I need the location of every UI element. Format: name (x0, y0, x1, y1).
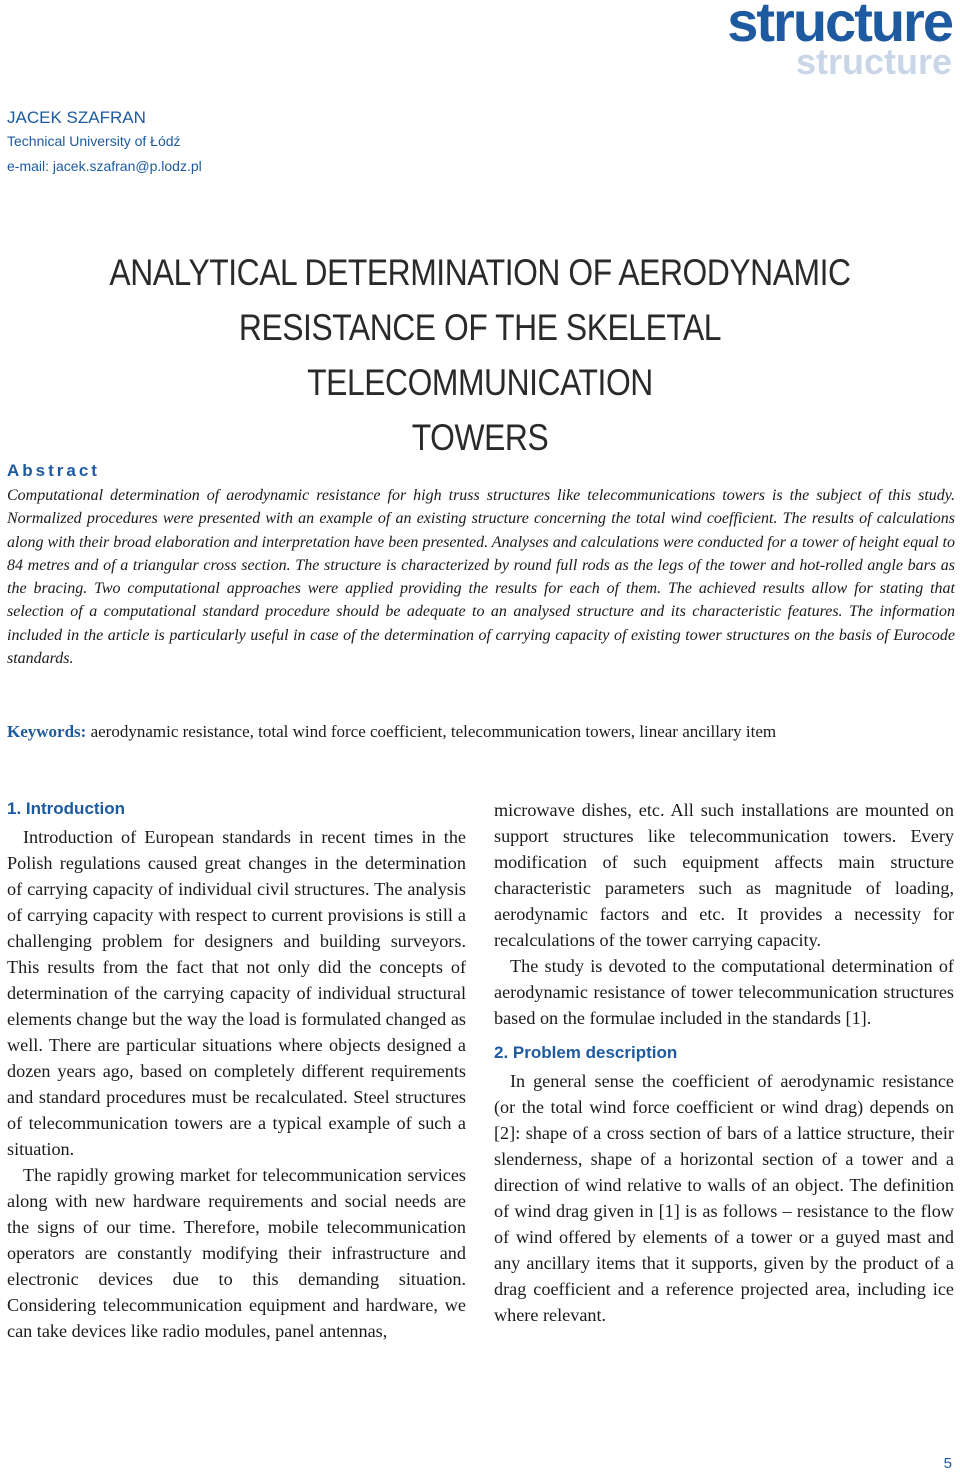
keywords (7, 720, 955, 744)
intro-paragraph-3: The study is devoted to the computational determination of aerodynamic resistance of tower telecommunication structures based on the formulae included in the standards [1]. (494, 956, 954, 1028)
problem-paragraph-1: In general sense the coefficient of aerodynamic resistance (or the total wind force coefficient or wind drag) depends on [2]: shape of a cross section of bars of a lattice structure, their slenderness, shape of a horizontal section of a tower and a direction of wind relative to walls of an object. The definition of wind drag given in [1] is as follows – resistance to the flow of wind offered by elements of a tower or a guyed mast and any ancillary items that it supports, given by the product of a drag coefficient and a reference projected area, including ice where relevant. (494, 1071, 954, 1325)
keywords-text: aerodynamic resistance, total wind force coefficient, telecommunication towers, linear ancillary item (86, 722, 777, 741)
author-affiliation: Technical University of Łódź (7, 133, 181, 149)
intro-paragraph-2: The rapidly growing market for telecommunication services along with new hardware requirements and social needs are the signs of our time. Therefore, mobile telecommunication operators are constantly modifying their infrastructure and electronic devices due to this demanding situation. Considering telecommunication equipment and hardware, we can take devices like radio modules, panel antennas, (7, 1165, 466, 1341)
journal-logo-text: structure (727, 0, 952, 53)
journal-logo-shadow: structure (795, 41, 952, 82)
journal-logo (686, 0, 956, 95)
keywords-label: Keywords: (7, 722, 87, 741)
left-column (7, 797, 466, 1344)
article-title (67, 245, 893, 465)
author-block (7, 107, 202, 179)
author-email: e-mail: jacek.szafran@p.lodz.pl (7, 158, 202, 174)
right-column (494, 797, 954, 1328)
intro-paragraph-1: Introduction of European standards in recent times in the Polish regulations caused great changes in the determination of carrying capacity of individual civil structures. The analysis of carrying capacity with respect to current provisions is still a challenging problem for designers and building surveyors. This results from the fact that not only did the concepts of determination of the carrying capacity of individual structural elements change but the way the load is formulated changed as well. There are particular situations where objects designed a dozen years ago, based on completely different requirements and standard procedures must be recalculated. Steel structures of telecommunication towers are a typical example of such a situation. (7, 827, 466, 1159)
author-name: JACEK SZAFRAN (7, 108, 146, 127)
page-number: 5 (943, 1455, 952, 1472)
section-heading-problem-description: 2. Problem description (494, 1043, 678, 1062)
abstract-heading: Abstract (7, 461, 100, 480)
intro-paragraph-2-continued: microwave dishes, etc. All such installations are mounted on support structures like telecommunication towers. Every modification of such equipment affects main structure characteristic parameters such as magnitude of loading, aerodynamic factors and etc. It provides a necessity for recalculations of the tower carrying capacity. (494, 800, 954, 950)
title-line-2: RESISTANCE OF THE SKELETAL TELECOMMUNICATION (238, 307, 722, 403)
title-line-1: ANALYTICAL DETERMINATION OF AERODYNAMIC (109, 252, 851, 293)
abstract-text: Computational determination of aerodynamic resistance for high truss structures like telecommunications towers is the subject of this study. Normalized procedures were presented with an example of an existing structure concerning the total wind coefficient. The results of calculations along with their broad elaboration and interpretation have been presented. Analyses and calculations were conducted for a tower of height equal to 84 metres and of a triangular cross section. The structure is characterized by round full rods as the legs of the tower and hot-rolled angle bars as the bracing. Two computational approaches were applied providing the results for each of them. The achieved results allow for stating that selection of a computational standard procedure should be adequate to an analysed structure and its characteristic features. The information included in the article is particularly useful in case of the determination of carrying capacity of existing tower structures on the basis of Eurocode standards. (7, 487, 955, 668)
section-heading-introduction: 1. Introduction (7, 799, 126, 818)
title-line-3: TOWERS (411, 417, 549, 458)
